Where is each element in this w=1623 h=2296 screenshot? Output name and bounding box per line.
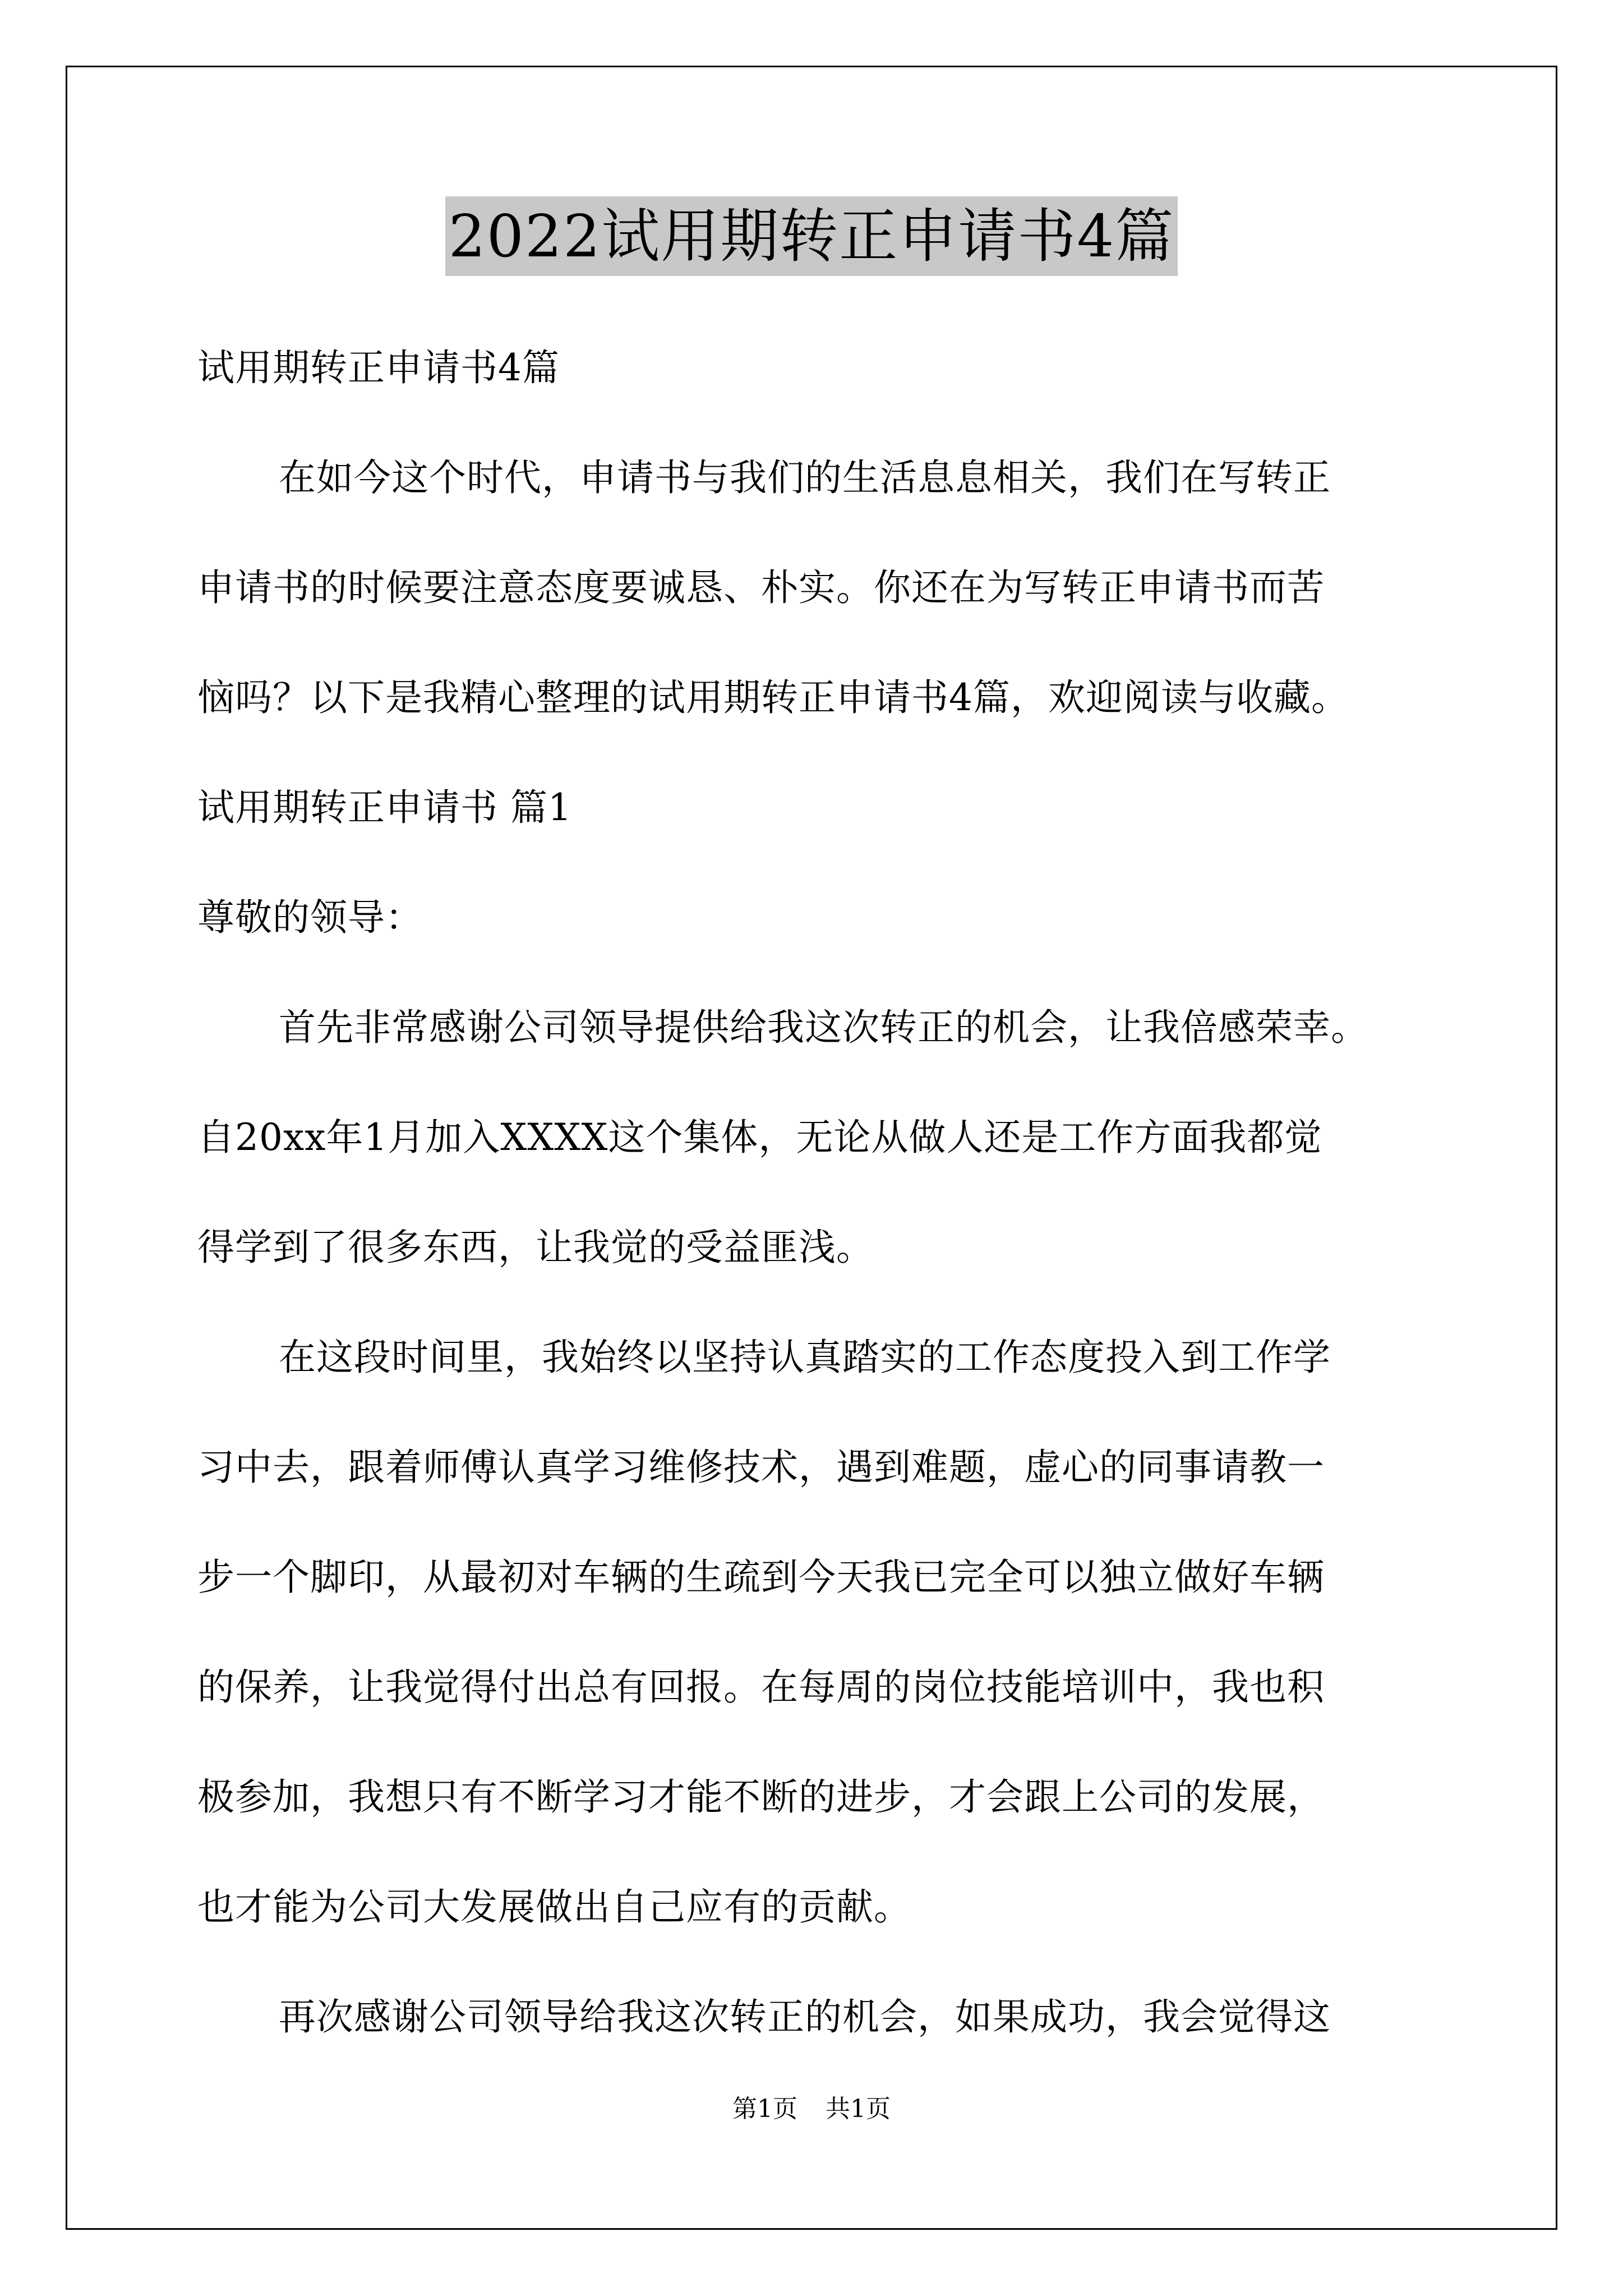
text-line: 申请书的时候要注意态度要诚恳、朴实。你还在为写转正申请书而苦 (197, 566, 1325, 609)
text-line: 首先非常感谢公司领导提供给我这次转正的机会，让我倍感荣幸。 (279, 1006, 1368, 1049)
text-line: 极参加，我想只有不断学习才能不断的进步，才会跟上公司的发展， (197, 1775, 1325, 1819)
text-line: 试用期转正申请书 篇1 (197, 786, 572, 829)
document-body (197, 313, 1431, 2072)
document-title: 2022试用期转正申请书4篇 (445, 196, 1178, 276)
text-line: 再次感谢公司领导给我这次转正的机会，如果成功，我会觉得这 (279, 1995, 1331, 2039)
text-line: 的保养，让我觉得付出总有回报。在每周的岗位技能培训中，我也积 (197, 1665, 1325, 1709)
title-container (0, 196, 1623, 276)
page-number: 第1页 (732, 2095, 797, 2123)
text-line: 尊敬的领导： (197, 896, 423, 939)
page-footer (0, 2092, 1623, 2126)
text-line: 在如今这个时代，申请书与我们的生活息息相关，我们在写转正 (279, 456, 1331, 499)
text-line: 步一个脚印，从最初对车辆的生疏到今天我已完全可以独立做好车辆 (197, 1556, 1325, 1599)
text-line: 习中去，跟着师傅认真学习维修技术，遇到难题，虚心的同事请教一 (197, 1446, 1325, 1489)
text-line: 自20xx年1月加入XXXX这个集体，无论从做人还是工作方面我都觉 (197, 1116, 1322, 1159)
text-line: 在这段时间里，我始终以坚持认真踏实的工作态度投入到工作学 (279, 1336, 1331, 1379)
page-total: 共1页 (826, 2095, 891, 2123)
text-line: 也才能为公司大发展做出自己应有的贡献。 (197, 1885, 911, 1929)
text-line: 得学到了很多东西，让我觉的受益匪浅。 (197, 1226, 874, 1269)
text-line: 恼吗？以下是我精心整理的试用期转正申请书4篇，欢迎阅读与收藏。 (197, 676, 1349, 719)
text-line: 试用期转正申请书4篇 (197, 346, 560, 389)
